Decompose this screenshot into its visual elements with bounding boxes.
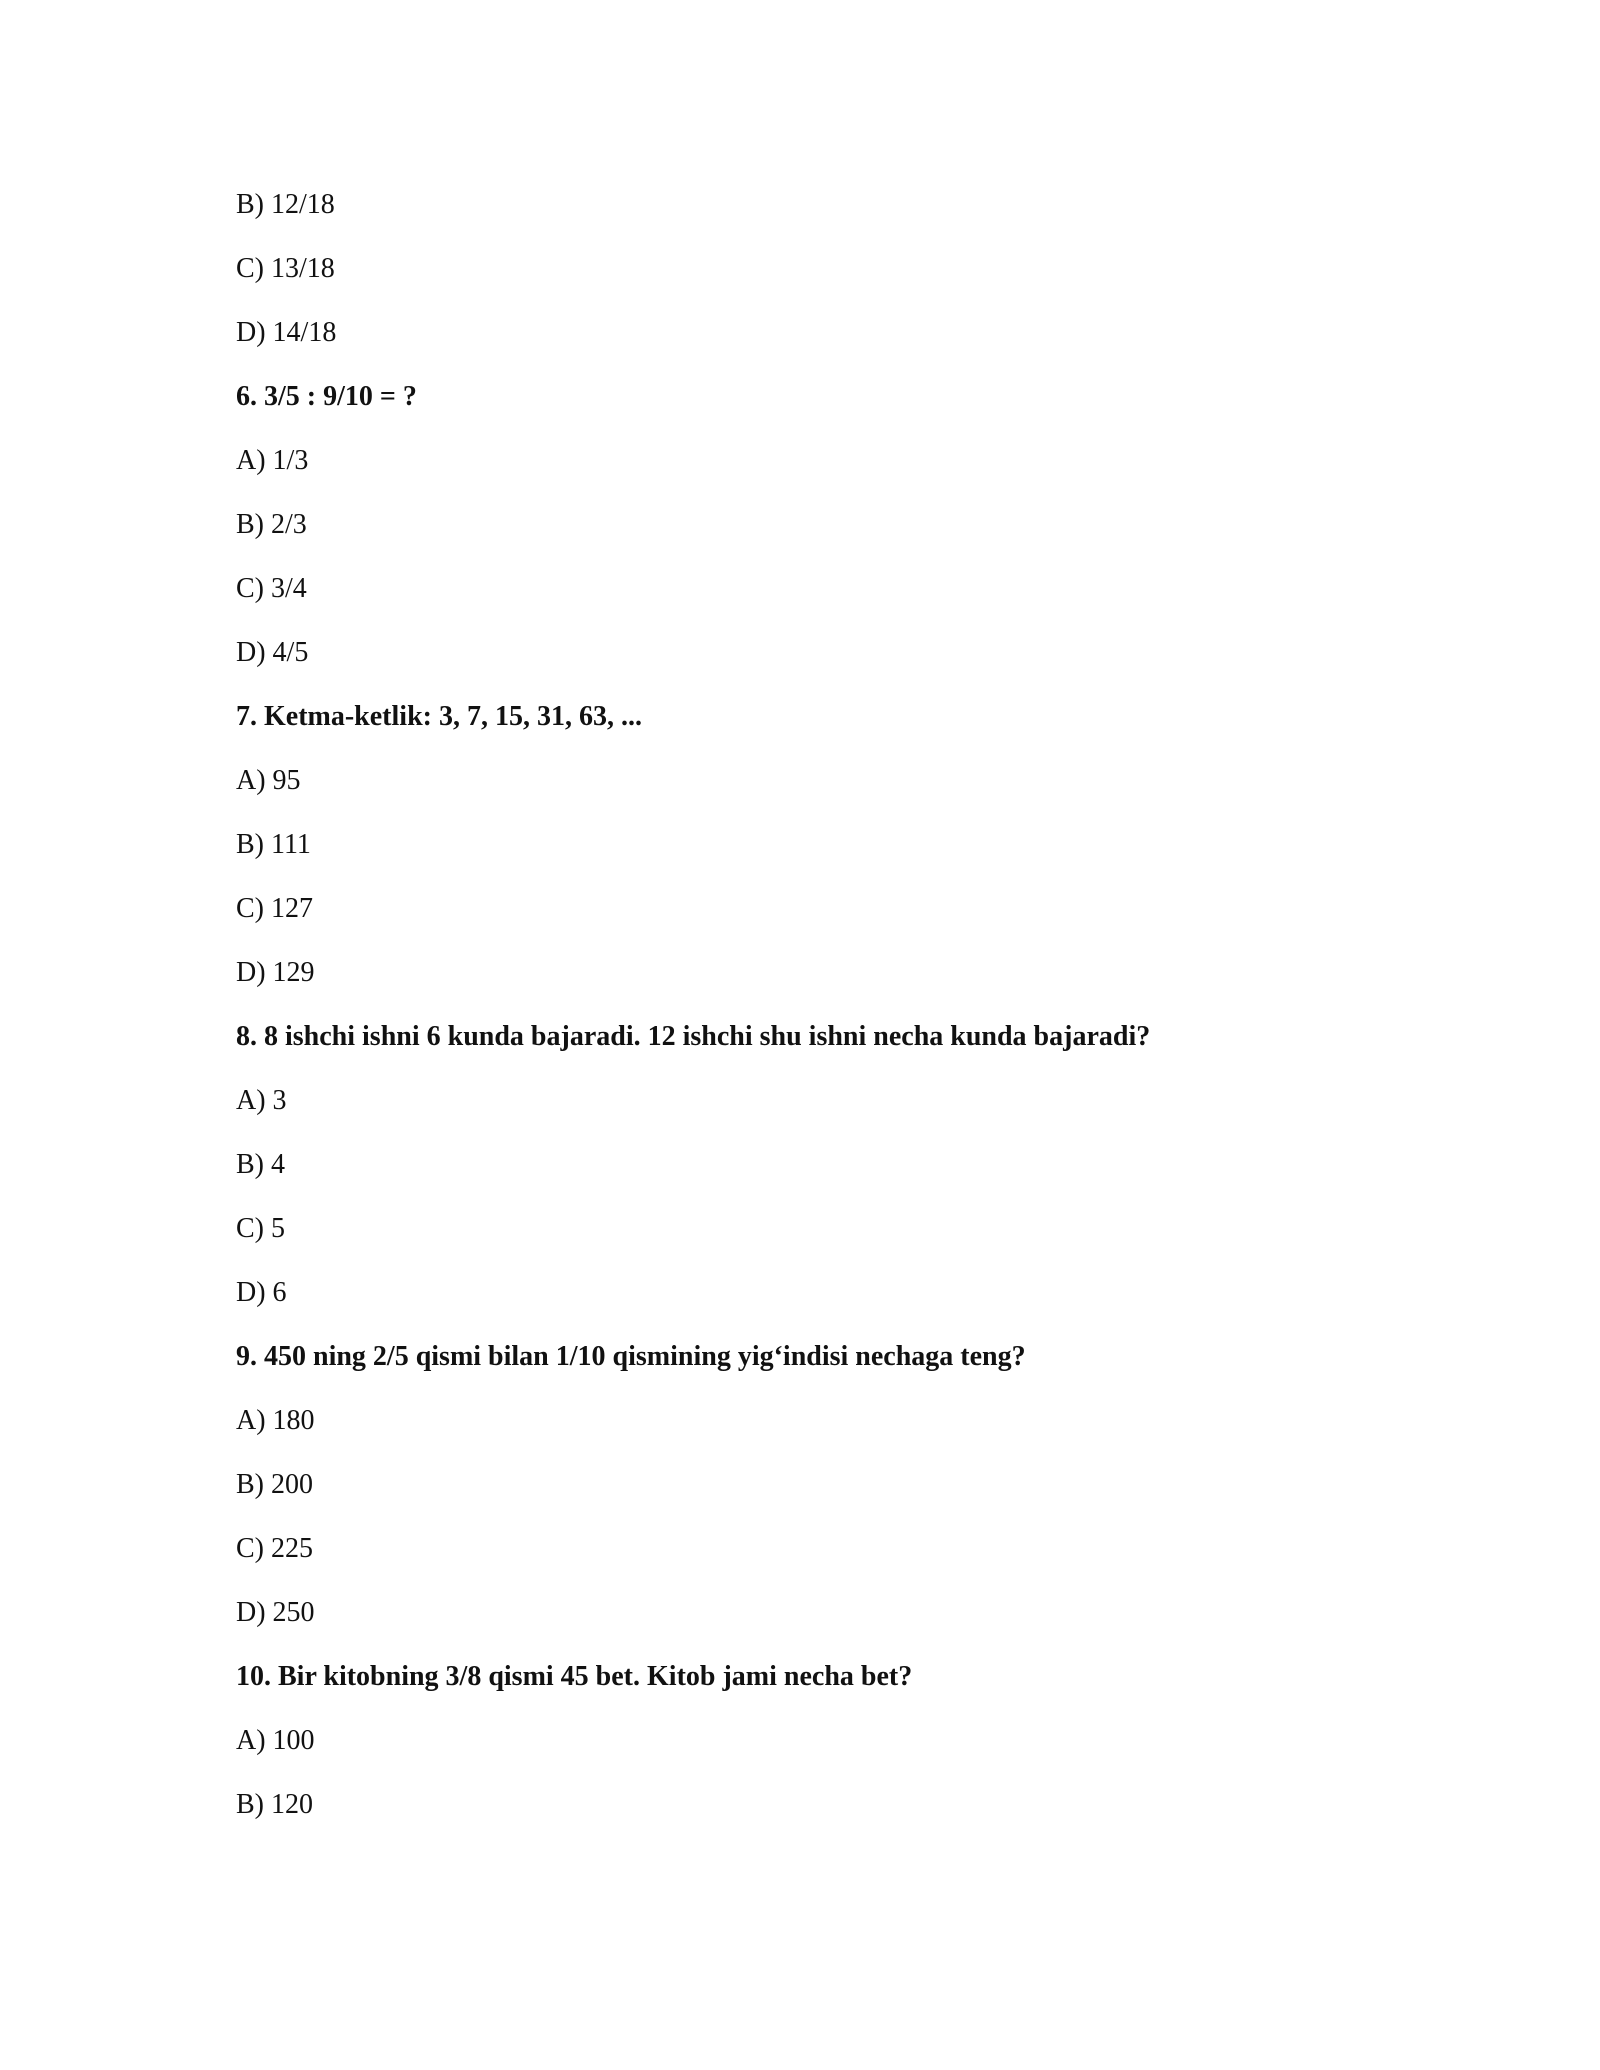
document-content [236,185,1386,1849]
answer-option: D) 14/18 [236,317,337,348]
question-heading: 7. Ketma-ketlik: 3, 7, 15, 31, 63, ... [236,701,642,732]
answer-option: D) 250 [236,1597,315,1628]
answer-option: A) 180 [236,1405,315,1436]
answer-option: C) 225 [236,1533,313,1564]
answer-option: B) 120 [236,1789,313,1820]
answer-option: A) 95 [236,765,301,796]
answer-option: A) 3 [236,1085,287,1116]
answer-option: A) 100 [236,1725,315,1756]
answer-option: B) 111 [236,829,311,860]
question-heading: 6. 3/5 : 9/10 = ? [236,381,417,412]
answer-option: B) 2/3 [236,509,307,540]
answer-option: D) 129 [236,957,315,988]
answer-option: D) 6 [236,1277,287,1308]
answer-option: A) 1/3 [236,445,309,476]
answer-option: D) 4/5 [236,637,309,668]
question-heading: 8. 8 ishchi ishni 6 kunda bajaradi. 12 ishchi shu ishni necha kunda bajaradi? [236,1021,1151,1052]
answer-option: C) 5 [236,1213,285,1244]
answer-option: C) 3/4 [236,573,307,604]
answer-option: B) 200 [236,1469,313,1500]
question-heading: 9. 450 ning 2/5 qismi bilan 1/10 qismining yig‘indisi nechaga teng? [236,1341,1026,1372]
answer-option: C) 13/18 [236,253,335,284]
answer-option: C) 127 [236,893,313,924]
answer-option: B) 4 [236,1149,285,1180]
answer-option: B) 12/18 [236,189,335,220]
question-heading: 10. Bir kitobning 3/8 qismi 45 bet. Kitob jami necha bet? [236,1661,913,1692]
